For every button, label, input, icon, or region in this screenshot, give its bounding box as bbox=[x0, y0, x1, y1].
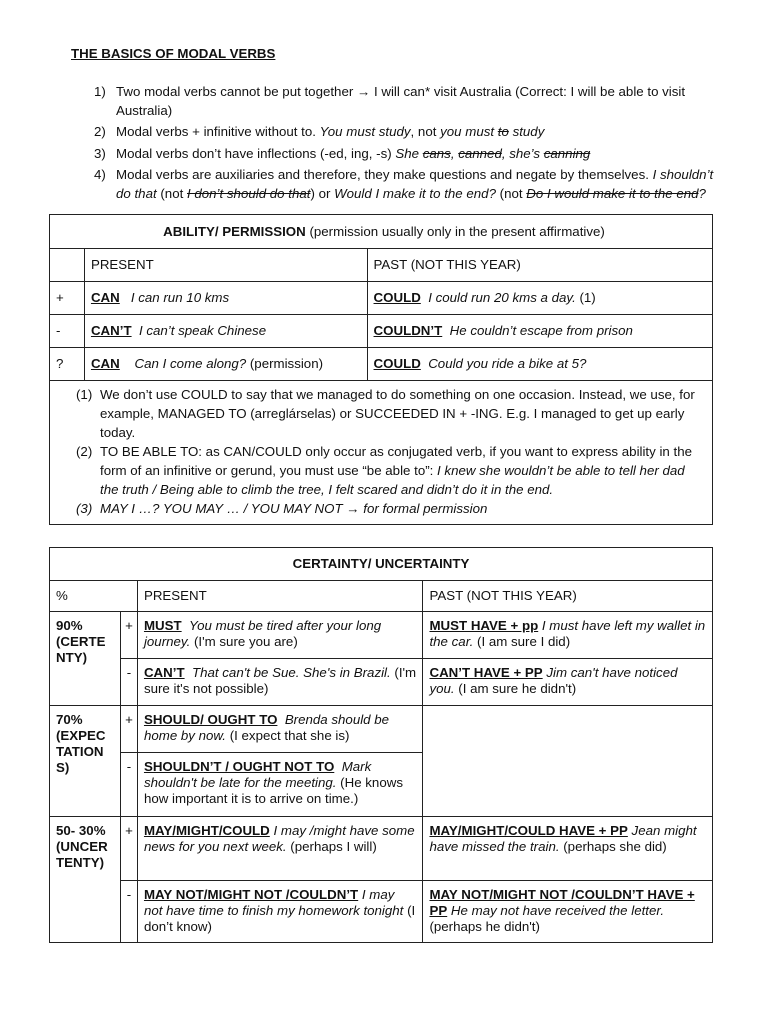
example-sentence: Mark shouldn't be late for the meeting. bbox=[143, 759, 372, 790]
example-sentence: That can't be Sue. She's in Brazil. bbox=[191, 665, 391, 680]
present-cell bbox=[84, 348, 367, 381]
row-sign: + bbox=[120, 612, 137, 659]
rule-text: (not bbox=[156, 185, 187, 201]
present-cell bbox=[137, 881, 423, 943]
table-row bbox=[50, 706, 713, 753]
present-cell bbox=[84, 315, 367, 348]
rule-text: Two modal verbs cannot be put together → I will can* visit Australia (Correct: I will be able to visit Australia) bbox=[116, 84, 686, 118]
example-note: (perhaps he didn't) bbox=[429, 919, 540, 934]
rule-example: She bbox=[395, 145, 423, 161]
example-sentence: Jim can't have noticed you. bbox=[429, 665, 678, 696]
rule-example: I shouldn’t do that bbox=[116, 167, 714, 201]
rule-number: 1) bbox=[94, 84, 106, 99]
modal-keyword: CAN bbox=[90, 290, 120, 305]
row-sign: - bbox=[120, 881, 137, 943]
note-text: TO BE ABLE TO: as CAN/COULD only occur as conjugated verb, if you want to express ability in the form of an infinitive or gerund, you must use “be able to”: bbox=[100, 444, 692, 478]
table-row bbox=[50, 348, 713, 381]
rule-example: you must bbox=[440, 124, 498, 139]
rule-number: 2) bbox=[94, 124, 106, 139]
example-note: (perhaps I will) bbox=[286, 839, 377, 854]
past-label: PAST (NOT THIS YEAR) bbox=[373, 257, 521, 272]
present-label: PRESENT bbox=[143, 588, 207, 603]
modal-keyword: CAN’T bbox=[90, 323, 132, 338]
example-sentence: I can’t speak Chinese bbox=[138, 323, 267, 338]
note-number: (2) bbox=[76, 444, 93, 459]
rule-example: You must study bbox=[319, 124, 411, 139]
example-note: (I expect that she is) bbox=[226, 728, 350, 743]
example-sentence: Brenda should be home by now. bbox=[143, 712, 390, 743]
certainty-header-title: CERTAINTY/ UNCERTAINTY bbox=[292, 556, 470, 571]
modal-keyword: COULDN’T bbox=[373, 323, 443, 338]
example-sentence: I must have left my wallet in the car. bbox=[429, 618, 706, 649]
ability-permission-table bbox=[49, 214, 713, 525]
modal-keyword: MAY NOT/MIGHT NOT /COULDN’T HAVE + PP bbox=[429, 887, 695, 918]
rule-example: ? bbox=[698, 185, 706, 201]
modal-keyword: CAN bbox=[90, 356, 120, 371]
rule-item bbox=[94, 145, 719, 164]
rule-text: Modal verbs are auxiliaries and therefore, they make questions and negate by themselves. bbox=[116, 167, 653, 182]
present-cell bbox=[137, 659, 423, 706]
note-example: I knew she wouldn’t be able to tell her dad the truth / Being able to climb the tree, I felt scared and didn’t do it in the end. bbox=[100, 463, 685, 497]
row-sign: + bbox=[120, 817, 137, 881]
table-row bbox=[50, 282, 713, 315]
example-sentence: You must be tired after your long journey. bbox=[143, 618, 382, 649]
present-cell bbox=[84, 282, 367, 315]
present-column-header bbox=[137, 581, 423, 612]
rule-text: Modal verbs + infinitive without to. bbox=[116, 124, 320, 139]
table-row bbox=[50, 315, 713, 348]
row-sign: + bbox=[50, 282, 85, 315]
certainty-level bbox=[50, 612, 121, 706]
certainty-level-label: 50- 30% (UNCER TENTY) bbox=[56, 823, 108, 870]
present-cell bbox=[137, 753, 423, 817]
example-sentence: I may /might have some news for you next week. bbox=[143, 823, 415, 854]
note-example: MAY I …? YOU MAY … / YOU MAY NOT → for formal permission bbox=[100, 501, 488, 516]
modal-keyword: MUST HAVE + pp bbox=[429, 618, 539, 633]
modal-keyword: MAY/MIGHT/COULD HAVE + PP bbox=[429, 823, 628, 838]
past-cell bbox=[423, 612, 713, 659]
modal-keyword: CAN’T bbox=[143, 665, 185, 680]
example-sentence: I can run 10 kms bbox=[130, 290, 230, 305]
row-sign: - bbox=[120, 753, 137, 817]
certainty-table-header bbox=[50, 548, 713, 581]
ability-header-title: ABILITY/ PERMISSION bbox=[163, 223, 306, 239]
row-sign: - bbox=[120, 659, 137, 706]
rule-item bbox=[94, 123, 719, 142]
modal-keyword: SHOULDN’T / OUGHT NOT TO bbox=[143, 759, 335, 774]
past-label: PAST (NOT THIS YEAR) bbox=[429, 588, 577, 603]
rule-item bbox=[94, 83, 719, 120]
certainty-level-label: 90% (CERTE NTY) bbox=[56, 618, 106, 665]
row-sign: ? bbox=[50, 348, 85, 381]
past-cell bbox=[423, 817, 713, 881]
past-column-header bbox=[367, 249, 712, 282]
rule-number: 3) bbox=[94, 145, 106, 161]
example-note: (1) bbox=[575, 290, 596, 305]
past-cell-empty bbox=[423, 706, 713, 817]
example-sentence: He may not have received the letter. bbox=[450, 903, 665, 918]
note-number: (3) bbox=[76, 501, 93, 516]
rule-example: Would I make it to the end? bbox=[334, 185, 496, 201]
ability-header-note: (permission usually only in the present affirmative) bbox=[305, 223, 605, 239]
rule-example: , she’s bbox=[501, 145, 544, 161]
example-note: (perhaps she did) bbox=[559, 839, 667, 854]
rule-item bbox=[94, 166, 719, 203]
rule-example: , bbox=[450, 145, 459, 161]
row-sign: - bbox=[50, 315, 85, 348]
percent-column-header bbox=[50, 581, 138, 612]
certainty-level-label: 70% (EXPEC TATION S) bbox=[56, 712, 106, 775]
present-label: PRESENT bbox=[90, 257, 154, 272]
struck-phrase: I don’t should do that bbox=[186, 185, 311, 201]
certainty-table bbox=[49, 547, 713, 943]
past-cell bbox=[423, 881, 713, 943]
example-note: (He knows how important it is to arrive on time.) bbox=[143, 775, 403, 806]
struck-word: canned bbox=[458, 145, 502, 161]
past-cell bbox=[367, 348, 712, 381]
table-row bbox=[50, 881, 713, 943]
table-row bbox=[50, 659, 713, 706]
example-sentence: He couldn’t escape from prison bbox=[449, 323, 633, 338]
rule-text: , not bbox=[410, 124, 441, 139]
document-title: THE BASICS OF MODAL VERBS bbox=[71, 46, 276, 61]
struck-word: to bbox=[497, 124, 509, 139]
sign-column-header bbox=[50, 249, 85, 282]
percent-label: % bbox=[56, 588, 68, 603]
example-sentence: Jean might have missed the train. bbox=[429, 823, 697, 854]
struck-word: canning bbox=[543, 145, 591, 161]
modal-keyword: MUST bbox=[143, 618, 182, 633]
modal-keyword: COULD bbox=[373, 356, 421, 371]
example-note: (I am sure he didn't) bbox=[454, 681, 577, 696]
modal-keyword: COULD bbox=[373, 290, 421, 305]
ability-notes bbox=[50, 381, 713, 525]
row-sign: + bbox=[120, 706, 137, 753]
past-cell bbox=[367, 315, 712, 348]
rule-number: 4) bbox=[94, 167, 106, 182]
present-cell bbox=[137, 817, 423, 881]
modal-keyword: CAN’T HAVE + PP bbox=[429, 665, 543, 680]
struck-phrase: Do I would make it to the end bbox=[526, 185, 699, 201]
rule-example: study bbox=[508, 124, 545, 139]
note-item bbox=[76, 442, 704, 499]
rule-text: ) or bbox=[310, 185, 335, 201]
rule-text: Modal verbs don’t have inflections (-ed, ing, -s) bbox=[116, 145, 396, 161]
example-note: (I'm sure you are) bbox=[190, 634, 298, 649]
present-cell bbox=[137, 706, 423, 753]
rule-text: (not bbox=[495, 185, 527, 201]
modal-keyword: MAY/MIGHT/COULD bbox=[143, 823, 270, 838]
table-row bbox=[50, 817, 713, 881]
struck-word: cans bbox=[422, 145, 451, 161]
example-note: (I am sure I did) bbox=[473, 634, 571, 649]
example-note: (I don’t know) bbox=[143, 903, 416, 934]
modal-keyword: MAY NOT/MIGHT NOT /COULDN’T bbox=[143, 887, 359, 902]
example-sentence: I could run 20 kms a day. bbox=[428, 290, 576, 305]
example-note: (permission) bbox=[246, 356, 324, 371]
rules-list bbox=[94, 83, 719, 206]
certainty-level bbox=[50, 706, 121, 817]
note-item bbox=[76, 499, 704, 518]
example-note: (I'm sure it's not possible) bbox=[143, 665, 417, 696]
past-cell bbox=[367, 282, 712, 315]
note-text: We don’t use COULD to say that we managed to do something on one occasion. Instead, we use, for example, MANAGED TO (arreglárselas) or SUCCEEDED IN + -ING. E.g. I managed to get up early today. bbox=[100, 387, 695, 440]
present-cell bbox=[137, 612, 423, 659]
note-item bbox=[76, 385, 704, 442]
example-sentence: Could you ride a bike at 5? bbox=[428, 356, 587, 371]
note-number: (1) bbox=[76, 387, 93, 402]
table-row bbox=[50, 612, 713, 659]
certainty-level bbox=[50, 817, 121, 943]
example-sentence: I may not have time to finish my homework tonight bbox=[143, 887, 404, 918]
past-cell bbox=[423, 659, 713, 706]
past-column-header bbox=[423, 581, 713, 612]
modal-keyword: SHOULD/ OUGHT TO bbox=[143, 712, 278, 727]
example-sentence: Can I come along? bbox=[134, 356, 247, 371]
ability-table-header bbox=[50, 215, 713, 249]
present-column-header bbox=[84, 249, 367, 282]
